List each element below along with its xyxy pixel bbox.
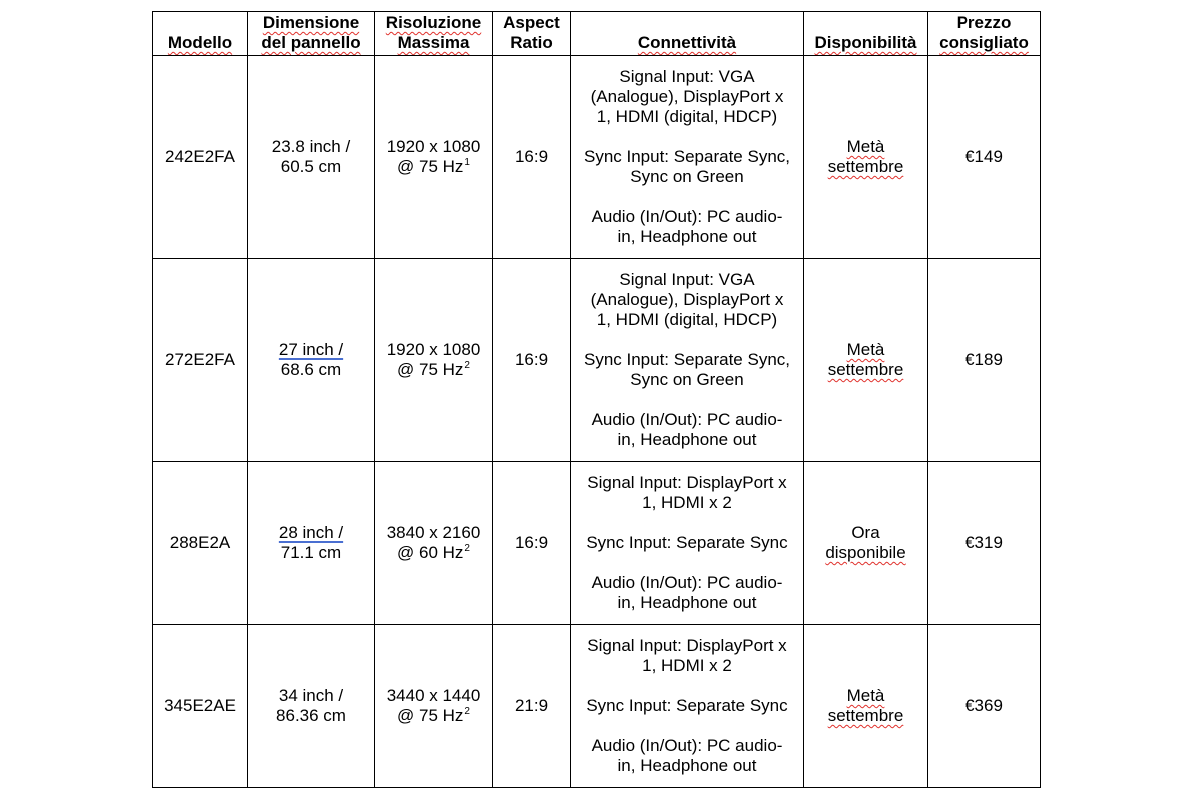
availability-line-1 bbox=[808, 686, 923, 706]
signal-input-line-1: Signal Input: VGA bbox=[619, 270, 755, 289]
cell-connectivity bbox=[571, 625, 804, 788]
model-name: 242E2FA bbox=[165, 147, 235, 166]
cell-price bbox=[928, 56, 1041, 259]
resolution-pixels: 1920 x 1080 bbox=[386, 340, 481, 359]
availability-word-2: settembre bbox=[827, 157, 904, 176]
availability-line-2 bbox=[808, 706, 923, 726]
availability-word-1: Ora bbox=[851, 523, 880, 542]
header-aspect-line-1: Aspect bbox=[503, 13, 560, 32]
model-name: 288E2A bbox=[169, 533, 231, 552]
price-value: €319 bbox=[965, 533, 1003, 552]
cell-model bbox=[153, 462, 248, 625]
availability-word-1: Metà bbox=[846, 340, 885, 359]
cell-aspect-ratio bbox=[493, 625, 571, 788]
table-row bbox=[153, 259, 1041, 462]
audio-line-1: Audio (In/Out): PC audio- bbox=[591, 207, 783, 226]
resolution-refresh bbox=[379, 360, 488, 380]
aspect-ratio-value: 16:9 bbox=[514, 533, 549, 552]
refresh-rate: @ 75 Hz bbox=[397, 706, 464, 725]
signal-input-line-2: (Analogue), DisplayPort x bbox=[590, 87, 784, 106]
header-aspect-ratio bbox=[493, 12, 571, 56]
cell-resolution bbox=[375, 56, 493, 259]
size-inch-text: 28 inch / bbox=[278, 523, 344, 542]
signal-input-line-2: 1, HDMI x 2 bbox=[642, 493, 732, 512]
size-inch: 23.8 inch / bbox=[271, 137, 351, 156]
size-inch bbox=[252, 523, 370, 543]
cell-aspect-ratio bbox=[493, 56, 571, 259]
header-resolution-line-1: Risoluzione bbox=[385, 13, 482, 32]
size-cm: 86.36 cm bbox=[276, 706, 346, 725]
table-row bbox=[153, 56, 1041, 259]
sync-input-line-1: Sync Input: Separate Sync, bbox=[583, 350, 790, 369]
paragraph-gap bbox=[575, 676, 799, 696]
audio-line-1: Audio (In/Out): PC audio- bbox=[591, 410, 783, 429]
model-name: 345E2AE bbox=[164, 696, 236, 715]
size-cm: 68.6 cm bbox=[280, 360, 342, 379]
resolution-refresh bbox=[379, 543, 488, 563]
signal-input-line-2: 1, HDMI x 2 bbox=[642, 656, 732, 675]
header-availability bbox=[804, 12, 928, 56]
cell-connectivity bbox=[571, 56, 804, 259]
signal-input-line-3: 1, HDMI (digital, HDCP) bbox=[596, 310, 778, 329]
availability-line-1 bbox=[808, 137, 923, 157]
cell-model bbox=[153, 56, 248, 259]
availability-line-2 bbox=[808, 543, 923, 563]
refresh-rate: @ 60 Hz bbox=[397, 543, 464, 562]
cell-availability bbox=[804, 462, 928, 625]
audio-line-2: in, Headphone out bbox=[617, 593, 757, 612]
model-name: 272E2FA bbox=[165, 350, 235, 369]
availability-word-2: settembre bbox=[827, 360, 904, 379]
signal-input-line-1: Signal Input: DisplayPort x bbox=[587, 473, 787, 492]
cell-model bbox=[153, 259, 248, 462]
sync-input-line-2: Sync on Green bbox=[630, 370, 744, 389]
cell-availability bbox=[804, 259, 928, 462]
resolution-refresh bbox=[379, 157, 488, 177]
size-inch bbox=[252, 340, 370, 360]
cell-connectivity bbox=[571, 462, 804, 625]
audio-line-2: in, Headphone out bbox=[617, 430, 757, 449]
audio-line-2: in, Headphone out bbox=[617, 227, 757, 246]
paragraph-gap bbox=[575, 716, 799, 736]
cell-panel-size bbox=[248, 462, 375, 625]
cell-model bbox=[153, 625, 248, 788]
signal-input-line-2: (Analogue), DisplayPort x bbox=[590, 290, 784, 309]
availability-word-1: Metà bbox=[846, 686, 885, 705]
resolution-refresh bbox=[379, 706, 488, 726]
paragraph-gap bbox=[575, 187, 799, 207]
availability-word-2: disponibile bbox=[825, 543, 906, 562]
paragraph-gap bbox=[575, 513, 799, 533]
cell-panel-size bbox=[248, 625, 375, 788]
header-resolution-line-2: Massima bbox=[397, 33, 470, 52]
resolution-pixels: 3440 x 1440 bbox=[386, 686, 481, 705]
signal-input-line-1: Signal Input: DisplayPort x bbox=[587, 636, 787, 655]
header-availability-line-1: Disponibilità bbox=[814, 33, 917, 52]
cell-price bbox=[928, 259, 1041, 462]
signal-input-line-1: Signal Input: VGA bbox=[619, 67, 755, 86]
footnote-marker: 2 bbox=[464, 543, 470, 554]
paragraph-gap bbox=[575, 553, 799, 573]
availability-word-1: Metà bbox=[846, 137, 885, 156]
header-panel-size bbox=[248, 12, 375, 56]
size-inch-text: 27 inch / bbox=[278, 340, 344, 359]
header-connectivity bbox=[571, 12, 804, 56]
price-value: €189 bbox=[965, 350, 1003, 369]
refresh-rate: @ 75 Hz bbox=[397, 360, 464, 379]
header-connectivity-line-1: Connettività bbox=[637, 33, 737, 52]
sync-input-line-1: Sync Input: Separate Sync bbox=[586, 696, 788, 715]
cell-connectivity bbox=[571, 259, 804, 462]
cell-resolution bbox=[375, 625, 493, 788]
header-size-line-1: Dimensione bbox=[262, 13, 360, 32]
refresh-rate: @ 75 Hz bbox=[397, 157, 464, 176]
paragraph-gap bbox=[575, 390, 799, 410]
resolution-pixels: 3840 x 2160 bbox=[386, 523, 481, 542]
header-recommended-price bbox=[928, 12, 1041, 56]
header-model bbox=[153, 12, 248, 56]
footnote-marker: 2 bbox=[464, 706, 470, 717]
header-price-line-2: consigliato bbox=[939, 33, 1029, 52]
cell-panel-size bbox=[248, 56, 375, 259]
sync-input-line-1: Sync Input: Separate Sync, bbox=[583, 147, 790, 166]
table-row bbox=[153, 462, 1041, 625]
header-aspect-line-2: Ratio bbox=[510, 33, 553, 52]
header-price-line-1: Prezzo bbox=[956, 13, 1012, 32]
size-cm: 71.1 cm bbox=[280, 543, 342, 562]
paragraph-gap bbox=[575, 330, 799, 350]
size-inch: 34 inch / bbox=[278, 686, 344, 705]
price-value: €369 bbox=[965, 696, 1003, 715]
sync-input-line-1: Sync Input: Separate Sync bbox=[586, 533, 788, 552]
cell-availability bbox=[804, 56, 928, 259]
cell-resolution bbox=[375, 259, 493, 462]
size-cm: 60.5 cm bbox=[280, 157, 342, 176]
footnote-marker: 1 bbox=[464, 157, 470, 168]
aspect-ratio-value: 21:9 bbox=[514, 696, 549, 715]
table-row bbox=[153, 625, 1041, 788]
availability-line-2 bbox=[808, 360, 923, 380]
signal-input-line-3: 1, HDMI (digital, HDCP) bbox=[596, 107, 778, 126]
cell-aspect-ratio bbox=[493, 462, 571, 625]
audio-line-1: Audio (In/Out): PC audio- bbox=[591, 573, 783, 592]
audio-line-2: in, Headphone out bbox=[617, 756, 757, 775]
availability-line-2 bbox=[808, 157, 923, 177]
cell-aspect-ratio bbox=[493, 259, 571, 462]
header-max-resolution bbox=[375, 12, 493, 56]
header-row bbox=[153, 12, 1041, 56]
aspect-ratio-value: 16:9 bbox=[514, 350, 549, 369]
header-model-line-1: Modello bbox=[167, 33, 233, 52]
availability-line-1 bbox=[808, 523, 923, 543]
monitor-spec-table bbox=[152, 11, 1041, 788]
price-value: €149 bbox=[965, 147, 1003, 166]
availability-word-2: settembre bbox=[827, 706, 904, 725]
cell-availability bbox=[804, 625, 928, 788]
cell-price bbox=[928, 625, 1041, 788]
cell-price bbox=[928, 462, 1041, 625]
header-size-line-2: del pannello bbox=[261, 33, 361, 52]
cell-panel-size bbox=[248, 259, 375, 462]
cell-resolution bbox=[375, 462, 493, 625]
footnote-marker: 2 bbox=[464, 360, 470, 371]
resolution-pixels: 1920 x 1080 bbox=[386, 137, 481, 156]
paragraph-gap bbox=[575, 127, 799, 147]
audio-line-1: Audio (In/Out): PC audio- bbox=[591, 736, 783, 755]
aspect-ratio-value: 16:9 bbox=[514, 147, 549, 166]
sync-input-line-2: Sync on Green bbox=[630, 167, 744, 186]
availability-line-1 bbox=[808, 340, 923, 360]
